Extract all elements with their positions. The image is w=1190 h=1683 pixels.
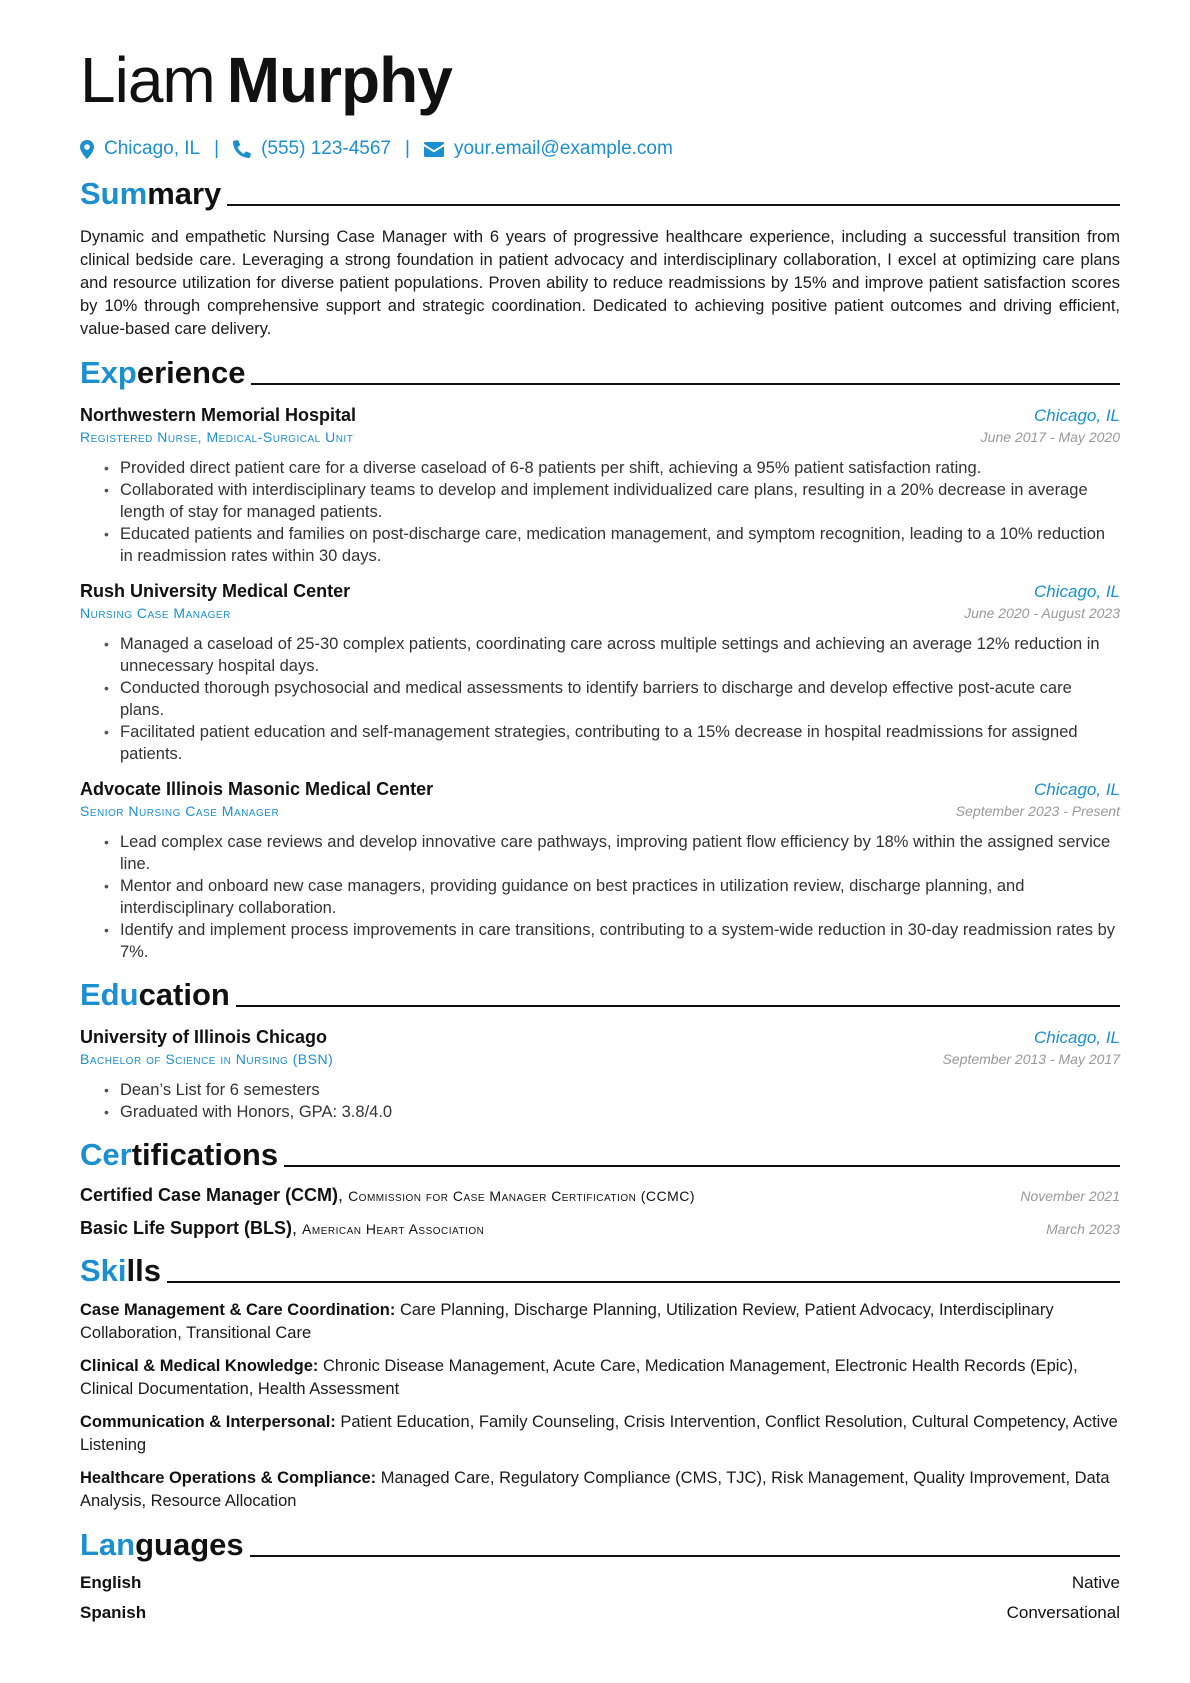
school-name: University of Illinois Chicago bbox=[80, 1027, 328, 1047]
section-rule bbox=[251, 383, 1120, 385]
language-item bbox=[80, 1573, 1120, 1593]
certification-issuer: American Heart Association bbox=[302, 1221, 485, 1237]
certification-name: Certified Case Manager (CCM) bbox=[80, 1185, 339, 1205]
achievement-item: • Collaborated with interdisciplinary teams to develop and implement individualized care plans, resulting in a 20% decrease in average length of stay for managed patients. bbox=[106, 479, 1120, 523]
summary-section bbox=[80, 172, 1120, 341]
language-name: Spanish bbox=[80, 1603, 147, 1622]
experience-section bbox=[80, 351, 1120, 963]
certification-date: March 2023 bbox=[1046, 1221, 1120, 1237]
section-rule bbox=[227, 204, 1120, 206]
skill-items: Care Planning, Discharge Planning, Utilization Review, Patient Advocacy, Interdisciplinary Collaboration, Transitional Care bbox=[80, 1301, 1054, 1342]
section-rule bbox=[284, 1165, 1120, 1167]
experience-entry bbox=[80, 581, 1120, 765]
summary-text: Dynamic and empathetic Nursing Case Manager with 6 years of progressive healthcare experience, including a successful transition from clinical bedside care. Leveraging a strong foundation in patient advocacy and interdisciplinary collaboration, I excel at optimizing care plans and resource utilization for diverse patient populations. Proven ability to reduce readmissions by 15% and improve patient satisfaction scores by 10% through comprehensive support and strategic coordination. Dedicated to achieving positive patient outcomes and driving efficient, value-based care delivery. bbox=[80, 228, 1120, 338]
section-title bbox=[80, 1137, 278, 1173]
language-item bbox=[80, 1603, 1120, 1623]
section-rule bbox=[250, 1555, 1120, 1557]
skill-group bbox=[80, 1299, 1120, 1345]
phone-text: (555) 123-4567 bbox=[261, 138, 391, 159]
skill-group bbox=[80, 1411, 1120, 1457]
achievement-item: • Provided direct patient care for a diverse caseload of 6-8 patients per shift, achieving a 95% patient satisfaction rating. bbox=[106, 457, 1120, 479]
achievement-list bbox=[80, 457, 1120, 567]
skill-items: Managed Care, Regulatory Compliance (CMS, TJC), Risk Management, Quality Improvement, Data Analysis, Resource Allocation bbox=[80, 1469, 1110, 1510]
skills-section bbox=[80, 1249, 1120, 1513]
job-location: Chicago, IL bbox=[1034, 780, 1120, 799]
section-title bbox=[80, 977, 230, 1013]
job-title: Senior Nursing Case Manager bbox=[80, 803, 280, 819]
highlight-item: • Dean’s List for 6 semesters bbox=[106, 1079, 1120, 1101]
achievement-list bbox=[80, 831, 1120, 963]
experience-entry bbox=[80, 779, 1120, 963]
section-heading bbox=[80, 973, 1120, 1013]
email-text: your.email@example.com bbox=[453, 138, 673, 159]
section-title bbox=[80, 1253, 161, 1289]
certification-date: November 2021 bbox=[1020, 1188, 1120, 1204]
section-rule bbox=[167, 1281, 1120, 1283]
section-title-rest: erience bbox=[136, 355, 246, 390]
achievement-item: • Conducted thorough psychosocial and medical assessments to identify barriers to discharge and develop effective post-acute care plans. bbox=[106, 677, 1120, 721]
section-title bbox=[80, 355, 245, 391]
employer-name: Northwestern Memorial Hospital bbox=[80, 405, 357, 425]
skill-category: Healthcare Operations & Compliance: bbox=[80, 1469, 377, 1487]
section-title-accent: Sum bbox=[80, 176, 148, 211]
achievement-item: • Lead complex case reviews and develop innovative care pathways, improving patient flow efficiency by 18% within the assigned service line. bbox=[106, 831, 1120, 875]
section-title-rest: guages bbox=[135, 1527, 244, 1562]
certification-item: Certified Case Manager (CCM), Commission for Case Manager Certification (CCMC) November 2021 bbox=[80, 1185, 1120, 1205]
skill-items: Chronic Disease Management, Acute Care, Medication Management, Electronic Health Records (Epic), Clinical Documentation, Health Assessment bbox=[80, 1357, 1078, 1398]
section-heading bbox=[80, 1249, 1120, 1289]
section-heading bbox=[80, 1523, 1120, 1563]
language-level: Native bbox=[1071, 1573, 1120, 1592]
achievement-item: • Identify and implement process improvements in care transitions, contributing to a system-wide reduction in 30-day readmission rates by 7%. bbox=[106, 919, 1120, 963]
section-rule bbox=[236, 1005, 1120, 1007]
map-pin-icon bbox=[80, 140, 94, 159]
section-heading bbox=[80, 1133, 1120, 1173]
achievement-item: • Managed a caseload of 25-30 complex patients, coordinating care across multiple settings and achieving an average 12% reduction in unnecessary hospital days. bbox=[106, 633, 1120, 677]
section-title-accent: Lan bbox=[80, 1527, 136, 1562]
job-location: Chicago, IL bbox=[1034, 406, 1120, 425]
education-section bbox=[80, 973, 1120, 1123]
last-name: Murphy bbox=[226, 44, 452, 116]
first-name: Liam bbox=[80, 44, 215, 116]
section-heading bbox=[80, 351, 1120, 391]
section-title-accent: Edu bbox=[80, 977, 139, 1012]
education-dates: September 2013 - May 2017 bbox=[942, 1051, 1120, 1067]
achievement-item: • Facilitated patient education and self-management strategies, contributing to a 15% decrease in hospital readmissions for assigned patients. bbox=[106, 721, 1120, 765]
section-title-accent: Cer bbox=[80, 1137, 132, 1172]
job-location: Chicago, IL bbox=[1034, 582, 1120, 601]
achievement-item: • Mentor and onboard new case managers, providing guidance on best practices in utilization review, discharge planning, and interdisciplinary collaboration. bbox=[106, 875, 1120, 919]
experience-entry bbox=[80, 405, 1120, 567]
contact-bar bbox=[80, 136, 1120, 162]
certification-item: Basic Life Support (BLS), American Heart Association March 2023 bbox=[80, 1218, 1120, 1238]
section-title-rest: tifications bbox=[131, 1137, 279, 1172]
languages-section bbox=[80, 1523, 1120, 1623]
job-title: Registered Nurse, Medical-Surgical Unit bbox=[80, 429, 354, 445]
skill-group bbox=[80, 1355, 1120, 1401]
language-name: English bbox=[80, 1573, 142, 1592]
job-dates: June 2017 - May 2020 bbox=[980, 429, 1120, 445]
candidate-name bbox=[80, 40, 1120, 120]
highlight-item: • Graduated with Honors, GPA: 3.8/4.0 bbox=[106, 1101, 1120, 1123]
job-title: Nursing Case Manager bbox=[80, 605, 231, 621]
education-highlights bbox=[80, 1079, 1120, 1123]
skill-category: Case Management & Care Coordination: bbox=[80, 1301, 396, 1319]
education-entry bbox=[80, 1027, 1120, 1123]
skill-category: Clinical & Medical Knowledge: bbox=[80, 1357, 319, 1375]
contact-phone[interactable] bbox=[233, 136, 391, 162]
achievement-item: • Educated patients and families on post-discharge care, medication management, and symptom recognition, leading to a 10% reduction in readmission rates within 30 days. bbox=[106, 523, 1120, 567]
certifications-section bbox=[80, 1133, 1120, 1239]
language-level: Conversational bbox=[1006, 1603, 1120, 1622]
section-title-accent: Ski bbox=[80, 1253, 127, 1288]
skill-group bbox=[80, 1467, 1120, 1513]
certification-issuer: Commission for Case Manager Certification (CCMC) bbox=[348, 1188, 696, 1204]
certification-name: Basic Life Support (BLS) bbox=[80, 1218, 293, 1238]
section-heading bbox=[80, 172, 1120, 212]
job-dates: September 2023 - Present bbox=[955, 803, 1120, 819]
section-title-rest: mary bbox=[147, 176, 222, 211]
skill-items: Patient Education, Family Counseling, Crisis Intervention, Conflict Resolution, Cultural Competency, Active Listening bbox=[80, 1413, 1118, 1454]
contact-separator: | bbox=[214, 138, 220, 159]
school-location: Chicago, IL bbox=[1034, 1028, 1120, 1047]
section-title-accent: Exp bbox=[80, 355, 137, 390]
degree-name: Bachelor of Science in Nursing (BSN) bbox=[80, 1051, 334, 1067]
job-dates: June 2020 - August 2023 bbox=[964, 605, 1120, 621]
skill-category: Communication & Interpersonal: bbox=[80, 1413, 336, 1431]
section-title-rest: lls bbox=[126, 1253, 161, 1288]
employer-name: Rush University Medical Center bbox=[80, 581, 351, 601]
contact-separator: | bbox=[405, 138, 410, 159]
envelope-icon bbox=[424, 142, 444, 157]
location-text: Chicago, IL bbox=[104, 138, 201, 159]
employer-name: Advocate Illinois Masonic Medical Center bbox=[80, 779, 434, 799]
section-title-rest: cation bbox=[138, 977, 230, 1012]
phone-icon bbox=[233, 140, 251, 158]
section-title bbox=[80, 1527, 244, 1563]
contact-email[interactable] bbox=[424, 136, 673, 162]
achievement-list bbox=[80, 633, 1120, 765]
contact-location bbox=[80, 136, 200, 162]
section-title bbox=[80, 176, 221, 212]
resume-content bbox=[80, 40, 1120, 1623]
